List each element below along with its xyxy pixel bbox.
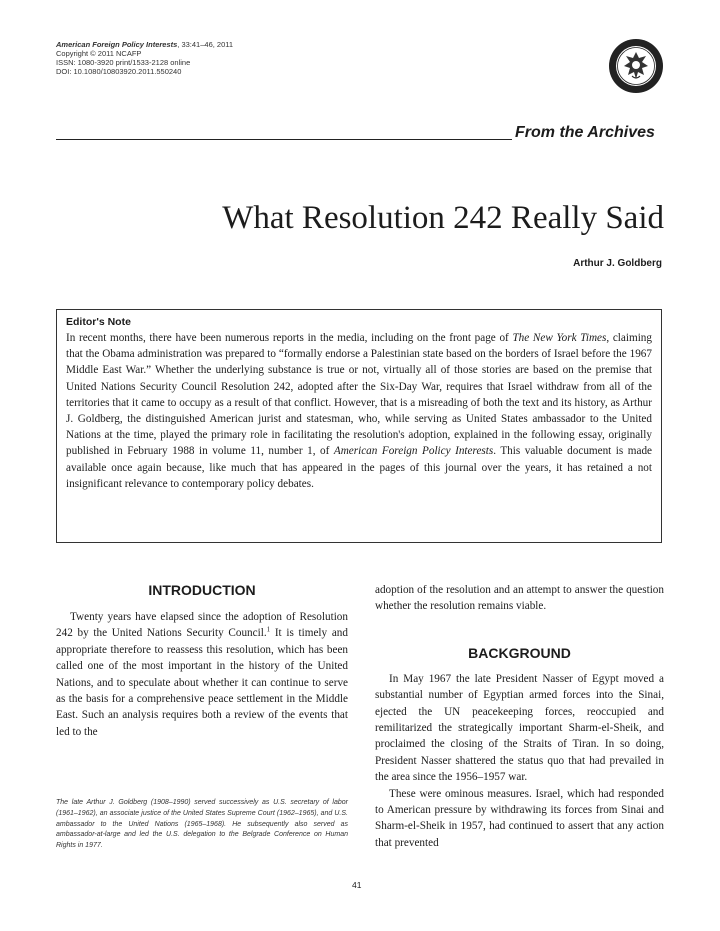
right-column <box>375 582 664 851</box>
editors-note-part-2: , claiming that the Obama administration was prepared to “formally endorse a Palestinian state based on the borders of Israel before the 1967 Middle East War.” Whether the underlying substance is true or not, virtually all of those stories are based on the premise that United Nations Security Council Resolution 242, adopted after the Six-Day War, requires that Israel withdraw from all of the territories that it came to occupy as a result of that conflict. However, that is a misreading of both the text and its history, as Arthur J. Goldberg, the distinguished American jurist and statesman, who, while serving as United States ambassador to the United Nations at the time, played the primary role in facilitating the resolution's adoption, explained in the following essay, originally published in February 1988 in volume 11, number 1, of <box>66 332 652 458</box>
background-heading: BACKGROUND <box>468 644 571 661</box>
introduction-paragraph <box>56 609 348 740</box>
nyt-reference: The New York Times <box>512 332 607 344</box>
editors-note-part-3: . This valuable document is made available once again because, like much that has appeared in the pages of this journal over the years, it has retained a not insignificant relevance to contemporary policy debates. <box>66 445 653 490</box>
journal-citation-block <box>56 40 356 76</box>
article-author: Arthur J. Goldberg <box>573 258 662 269</box>
copyright-line: Copyright © 2011 NCAFP <box>56 49 142 58</box>
introduction-heading: INTRODUCTION <box>148 582 256 598</box>
editors-note-box <box>56 309 662 543</box>
background-paragraph-2: These were ominous measures. Israel, which had responded to American pressure by withdrawing its forces from Sinai and Sharm-el-Sheik in 1957, had continued to assert that any action that prevented <box>375 787 664 849</box>
introduction-continuation: adoption of the resolution and an attempt to answer the question whether the resolution remains viable. <box>375 584 664 613</box>
journal-name: American Foreign Policy Interests <box>56 40 178 49</box>
page-number: 41 <box>352 880 362 890</box>
section-label: From the Archives <box>515 124 655 141</box>
issn-line: ISSN: 1080-3920 print/1533-2128 online <box>56 58 191 67</box>
doi-line: DOI: 10.1080/10803920.2011.550240 <box>56 67 182 76</box>
journal-volume-pages: , 33:41–46, 2011 <box>177 40 234 49</box>
footnote-marker: 1 <box>266 625 271 634</box>
editors-note-heading: Editor's Note <box>66 316 131 328</box>
journal-citation-line <box>56 40 356 49</box>
editors-note-part-1: In recent months, there have been numerous reports in the media, including on the front page of <box>66 332 513 344</box>
ncafp-seal-icon <box>608 38 664 94</box>
editors-note-text <box>66 330 652 492</box>
afpi-reference: American Foreign Policy Interests <box>333 445 494 458</box>
article-title: What Resolution 242 Really Said <box>222 200 664 236</box>
introduction-text-b: It is timely and appropriate therefore to reassess this resolution, which has been called one of the most important in the history of the United Nations, and to speculate about whether it can continue to serve as the basis for a comprehensive peace settlement in the Middle East. Such an analysis requires both a review of the events that led to the <box>56 627 348 738</box>
section-rule <box>56 139 512 140</box>
author-footnote: The late Arthur J. Goldberg (1908–1990) served successively as U.S. secretary of labor (1961–1962), an associate justice of the United States Supreme Court (1962–1965), and U.S. ambassador to the United Nations (1965–1968). He subsequently also served as ambassador-at-large and led the U.S. delegation to the Belgrade Conference on Human Rights in 1977. <box>56 799 348 850</box>
background-paragraph-1: In May 1967 the late President Nasser of Egypt moved a substantial number of Egyptian armed forces into the Sinai, ejected the UN peacekeeping forces, reoccupied and remilitarized the strategically important Sharm-el-Sheik, and proclaimed the closing of the Straits of Tiran. In so doing, President Nasser shattered the status quo that had prevailed in the area since the 1956–1957 war. <box>375 672 664 784</box>
left-column <box>56 582 348 740</box>
introduction-text-a: Twenty years have elapsed since the adoption of Resolution 242 by the United Nations Security Council. <box>56 611 348 640</box>
